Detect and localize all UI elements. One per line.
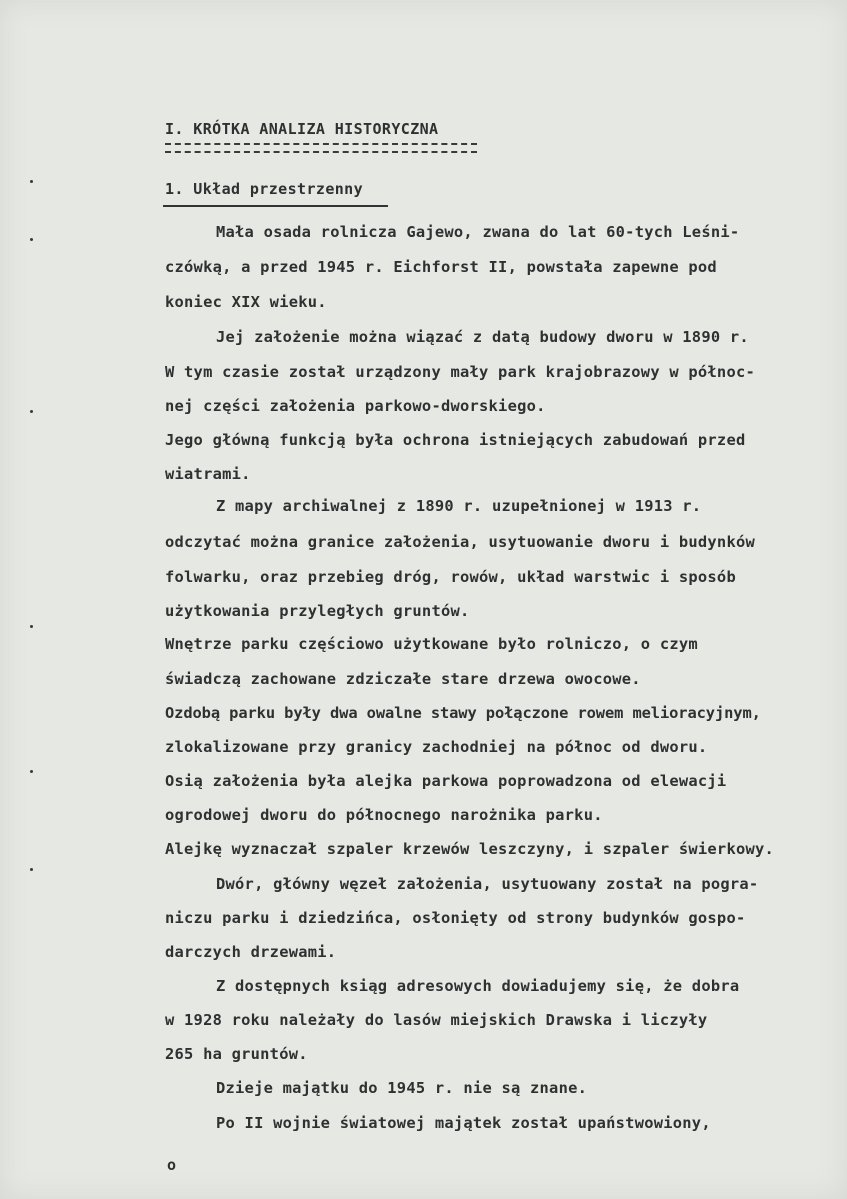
text-line: Dwór, główny węzeł założenia, usytuowany został na pogra- (216, 875, 759, 893)
text-line: czówką, a przed 1945 r. Eichforst II, powstała zapewne pod (165, 258, 717, 276)
text-line: Ozdobą parku były dwa owalne stawy połączone rowem melioracyjnym, (165, 704, 761, 722)
text-line: Osią założenia była alejka parkowa poprowadzona od elewacji (165, 772, 727, 790)
text-line: Z mapy archiwalnej z 1890 r. uzupełnionej w 1913 r. (216, 497, 702, 515)
text-line: użytkowania przyległych gruntów. (165, 602, 470, 620)
text-line: w 1928 roku należały do lasów miejskich Drawska i liczyły (165, 1011, 708, 1029)
text-line: Jego główną funkcją była ochrona istniejących zabudowań przed (165, 431, 746, 449)
text-line: darczych drzewami. (165, 943, 337, 961)
text-line: Jej założenie można wiązać z datą budowy dworu w 1890 r. (216, 328, 749, 346)
text-line: wiatrami. (165, 465, 251, 483)
text-line: niczu parku i dziedzińca, osłonięty od strony budynków gospo- (165, 909, 746, 927)
subsection-heading: 1. Układ przestrzenny (165, 180, 364, 198)
text-line: ogrodowej dworu do północnego narożnika parku. (165, 806, 603, 824)
text-line: Mała osada rolnicza Gajewo, zwana do lat 60-tych Leśni- (216, 223, 740, 241)
subsection-underline (163, 205, 388, 207)
text-line: W tym czasie został urządzony mały park krajobrazowy w północ- (165, 363, 755, 381)
heading-double-underline (165, 143, 477, 153)
text-line: Alejkę wyznaczał szpaler krzewów leszczyny, i szpaler świerkowy. (165, 840, 775, 858)
text-line: koniec XIX wieku. (165, 293, 327, 311)
text-line: odczytać można granice założenia, usytuowanie dworu i budynków (165, 533, 755, 551)
margin-mark (30, 410, 33, 413)
margin-mark (30, 625, 33, 628)
margin-mark (30, 180, 33, 183)
text-line: Po II wojnie światowej majątek został upaństwowiony, (216, 1114, 711, 1132)
text-line: Wnętrze parku częściowo użytkowane było rolniczo, o czym (165, 635, 698, 653)
text-line: Dzieje majątku do 1945 r. nie są znane. (216, 1079, 588, 1097)
text-line: zlokalizowane przy granicy zachodniej na północ od dworu. (165, 738, 708, 756)
text-line: 265 ha gruntów. (165, 1045, 308, 1063)
text-line: Z dostępnych ksiąg adresowych dowiadujemy się, że dobra (216, 977, 740, 995)
text-line: folwarku, oraz przebieg dróg, rowów, układ warstwic i sposób (165, 568, 736, 586)
section-heading: I. KRÓTKA ANALIZA HISTORYCZNA (165, 120, 439, 138)
page-mark: o (167, 1156, 177, 1174)
text-line: nej części założenia parkowo-dworskiego. (165, 397, 546, 415)
margin-mark (30, 770, 33, 773)
margin-mark (30, 238, 33, 241)
margin-mark (30, 868, 33, 871)
text-line: świadczą zachowane zdziczałe stare drzewa owocowe. (165, 670, 641, 688)
